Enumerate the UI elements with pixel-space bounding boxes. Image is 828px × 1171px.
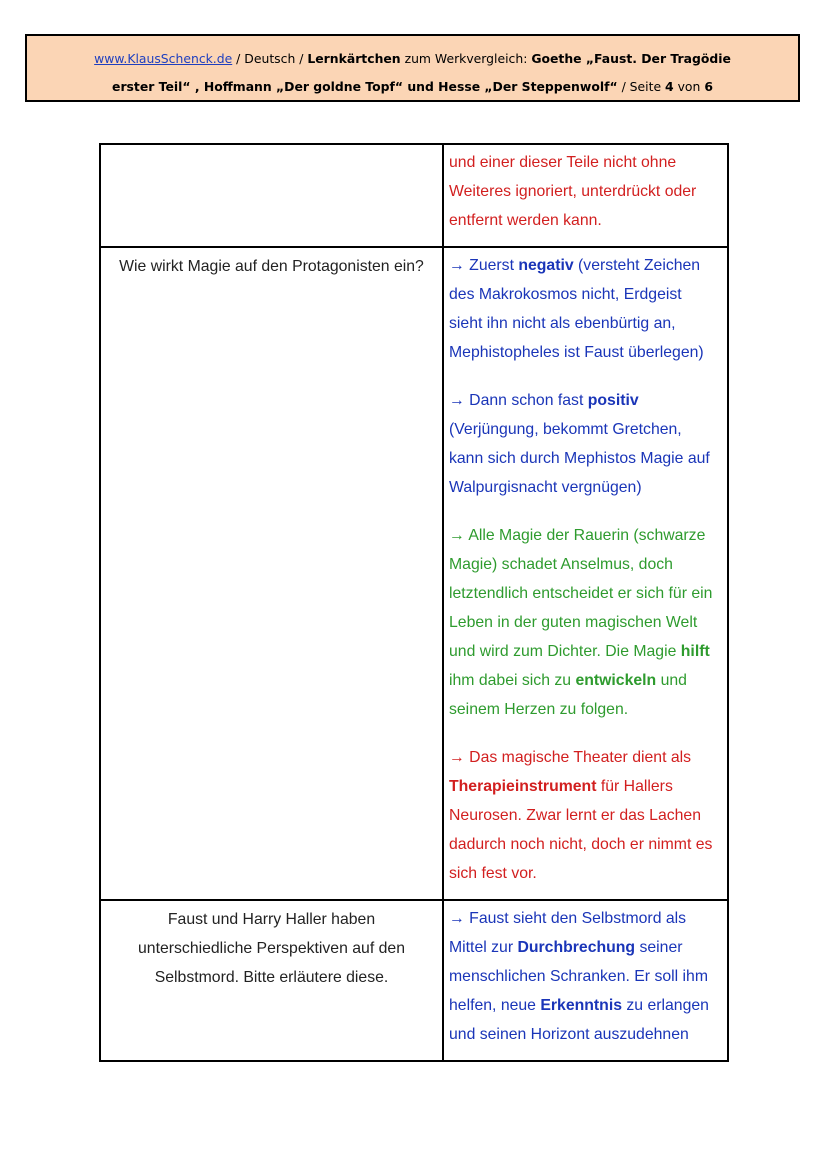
question-cell (100, 144, 443, 247)
doc-title-part-2: erster Teil“ , Hoffmann „Der goldne Topf“ und Hesse „Der Steppenwolf“ (112, 79, 618, 94)
page-of: von (673, 79, 705, 94)
header-line-2 (27, 79, 798, 94)
doc-description: zum Werkvergleich: (400, 51, 532, 66)
answer-block-topf: → Alle Magie der Rauerin (schwarze Magie) schadet Anselmus, doch letztendlich entscheidet er sich für ein Leben in der guten magischen Welt und wird zum Dichter. Die Magie hilft ihm dabei sich zu entwickeln und seinem Herzen zu folgen. (449, 527, 713, 718)
question-cell: Wie wirkt Magie auf den Protagonisten ein? (100, 247, 443, 900)
separator: / (295, 51, 308, 66)
header-line-1 (27, 51, 798, 66)
answer-block-steppenwolf: → Das magische Theater dient als Therapieinstrument für Hallers Neurosen. Zwar lernt er das Lachen dadurch noch nicht, doch er nimmt es sich fest vor. (449, 749, 713, 882)
answer-cell (443, 247, 728, 900)
separator: / (232, 51, 245, 66)
page-total: 6 (704, 79, 713, 94)
table-row (100, 900, 728, 1061)
doc-title-part-1: Goethe „Faust. Der Tragödie (531, 51, 731, 66)
answer-block-faust-2: → Dann schon fast positiv (Verjüngung, bekommt Gretchen, kann sich durch Mephistos Magie auf Walpurgisnacht vergnügen) (449, 392, 710, 496)
page-header (25, 34, 800, 102)
answer-cell (443, 900, 728, 1061)
flashcard-table (99, 143, 729, 1062)
table-row (100, 247, 728, 900)
table-row (100, 144, 728, 247)
site-link[interactable]: www.KlausSchenck.de (94, 51, 233, 66)
doc-type: Lernkärtchen (307, 51, 401, 66)
subject: Deutsch (244, 51, 296, 66)
answer-cell (443, 144, 728, 247)
page-label: / Seite (617, 79, 666, 94)
page-number: 4 (665, 79, 674, 94)
question-cell: Faust und Harry Haller haben unterschiedliche Perspektiven auf den Selbstmord. Bitte erläutere diese. (100, 900, 443, 1061)
answer-block-faust-1: → Zuerst negativ (versteht Zeichen des Makrokosmos nicht, Erdgeist sieht ihn nicht als ebenbürtig an, Mephistopheles ist Faust überlegen) (449, 257, 704, 361)
answer-block: und einer dieser Teile nicht ohne Weiteres ignoriert, unterdrückt oder entfernt werden kann. (449, 154, 697, 229)
answer-block-faust: → Faust sieht den Selbstmord als Mittel zur Durchbrechung seiner menschlichen Schranken. Er soll ihm helfen, neue Erkenntnis zu erlangen und seinen Horizont auszudehnen (449, 910, 709, 1043)
